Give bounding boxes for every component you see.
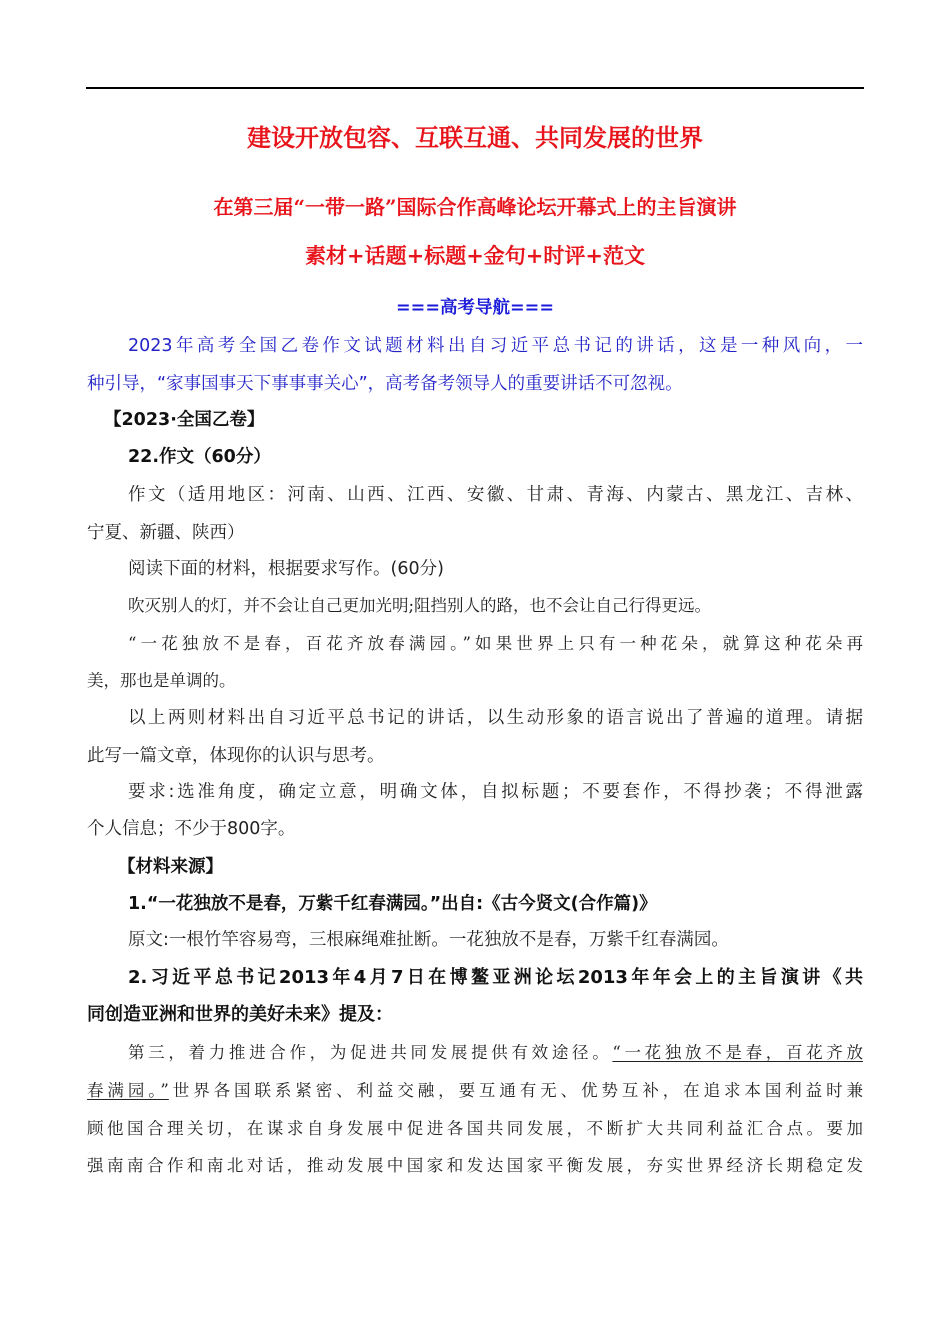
speech-text: 世界各国联系紧密、利益交融，要互通有无、优势互补，在追求本国利益时兼 xyxy=(168,1081,864,1100)
source-2-heading-line-1: 2.习近平总书记2013年4月7日在博鳌亚洲论坛2013年年会上的主旨演讲《共 xyxy=(128,967,863,988)
speech-quote: 春满园。” xyxy=(87,1081,169,1100)
intro-line-1: 2023年高考全国乙卷作文试题材料出自习近平总书记的讲话，这是一种风向，一 xyxy=(128,336,863,356)
requirements-line-1: 要求:选准角度，确定立意，明确文体，自拟标题；不要套作，不得抄袭；不得泄露 xyxy=(128,782,863,802)
material-2-line-2: 美，那也是单调的。 xyxy=(87,671,236,690)
instruction: 阅读下面的材料，根据要求写作。(60分) xyxy=(128,559,444,579)
intro-line-2: 种引导，“家事国事天下事事事关心”，高考备考领导人的重要讲话不可忽视。 xyxy=(87,374,683,394)
exam-label: 【2023·全国乙卷】 xyxy=(104,410,265,430)
speech-text: 第三，着力推进合作，为促进共同发展提供有效途径。 xyxy=(128,1043,613,1062)
header-rule xyxy=(86,87,864,89)
source-2-heading-line-2: 同创造亚洲和世界的美好未来》提及： xyxy=(87,1004,393,1025)
material-1: 吹灭别人的灯，并不会让自己更加光明;阻挡别人的路，也不会让自己行得更远。 xyxy=(128,596,712,615)
material-3-line-2: 此写一篇文章，体现你的认识与思考。 xyxy=(87,746,385,766)
nav-heading: ===高考导航=== xyxy=(396,298,554,318)
source-1-text: 原文:一根竹竿容易弯，三根麻绳难扯断。一花独放不是春，万紫千红春满园。 xyxy=(128,930,729,950)
material-3-line-1: 以上两则材料出自习近平总书记的讲话，以生动形象的语言说出了普遍的道理。请据 xyxy=(128,708,863,728)
regions-line-2: 宁夏、新疆、陕西） xyxy=(87,523,245,543)
document-subtitle-2: 素材+话题+标题+金句+时评+范文 xyxy=(305,243,645,268)
document-subtitle: 在第三届“一带一路”国际合作高峰论坛开幕式上的主旨演讲 xyxy=(213,195,737,219)
document-title: 建设开放包容、互联互通、共同发展的世界 xyxy=(247,123,703,152)
requirements-line-2: 个人信息；不少于800字。 xyxy=(87,819,296,839)
question-heading: 22.作文（60分） xyxy=(128,447,271,467)
material-2-line-1: “一花独放不是春，百花齐放春满园。”如果世界上只有一种花朵，就算这种花朵再 xyxy=(128,634,863,653)
speech-line-3: 顾他国合理关切，在谋求自身发展中促进各国共同发展，不断扩大共同利益汇合点。要加 xyxy=(87,1119,863,1138)
regions-line-1: 作文（适用地区：河南、山西、江西、安徽、甘肃、青海、内蒙古、黑龙江、吉林、 xyxy=(128,485,863,505)
source-1-heading: 1.“一花独放不是春，万紫千红春满园。”出自:《古今贤文(合作篇)》 xyxy=(128,894,657,914)
speech-line-2 xyxy=(87,1080,863,1102)
speech-line-1 xyxy=(128,1042,863,1064)
speech-quote: “一花独放不是春，百花齐放 xyxy=(612,1043,863,1062)
source-label: 【材料来源】 xyxy=(118,857,223,877)
speech-line-4: 强南南合作和南北对话，推动发展中国家和发达国家平衡发展，夯实世界经济长期稳定发 xyxy=(87,1156,863,1175)
